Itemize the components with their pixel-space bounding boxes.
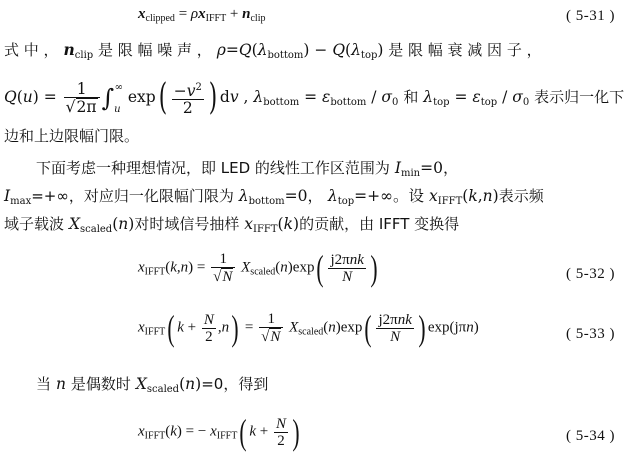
paragraph-line: 下面考虑一种理想情况，即 LED 的线性工作区范围为 $I_{min}=0$， bbox=[36, 159, 459, 179]
paragraph-line: 域子载波 $X_{scaled}(n)$对时域信号抽样 $x_{IFFT}(k)$的贡献，由 IFFT 变换得 bbox=[4, 215, 460, 235]
paragraph-line: Q(u) = $\frac{1}{√2\pi}$ $\int_u^\infty$ exp( $\frac{-v^2}{2}$ ) dv , $\lambda_{bottom} = \varepsilon_{bottom} / \sigma_0$ 和 $\lambda_{top} = \varepsilon_{top} / \sigma_0$ 表示归一化下 bbox=[4, 77, 625, 118]
paragraph-line: $I_{max}=+\infty$，对应归一化限幅门限为 $\lambda_{bottom}=0$， $\lambda_{top}=+\infty$。设 $x_{IFFT}(k,n)$表示频 bbox=[4, 187, 544, 207]
equation-5-31: $x_{clipped} = \rho x_{IFFT} + n_{clip}$ bbox=[138, 6, 266, 24]
equation-number: ( 5-32 ) bbox=[566, 266, 615, 282]
equation-5-33: $x_{IFFT}$( k + $\frac{N}{2}$ ,n) = $\frac{1}{√N}$ $X_{scaled}(n)\exp$( $\frac{\text{j2πnk}}{N}$ ) exp(jπn) bbox=[138, 308, 479, 348]
equation-5-32: $x_{IFFT}(k,n)$ = $\frac{1}{√N}$ $X_{scaled}(n)\exp$( $\frac{\text{j2πnk}}{N}$ ) bbox=[138, 248, 378, 288]
equation-number: ( 5-34 ) bbox=[566, 428, 615, 444]
paragraph-line: 边和上边限幅门限。 bbox=[4, 127, 140, 145]
paragraph-line: 式 中 ， $n_{clip}$ 是 限 幅 噪 声 ， $\rho=Q(\lambda_{bottom}) - Q(\lambda_{top})$ 是 限 幅 衰 减 因 子 ， bbox=[4, 40, 542, 61]
equation-number: ( 5-31 ) bbox=[566, 8, 615, 24]
equation-5-34: $x_{IFFT}(k)$ = − $x_{IFFT}$( k + $\frac{N}{2}$ ) bbox=[138, 412, 300, 452]
equation-number: ( 5-33 ) bbox=[566, 326, 615, 342]
paragraph-line: 当 n 是偶数时 $X_{scaled}(n)=0$，得到 bbox=[36, 375, 269, 395]
